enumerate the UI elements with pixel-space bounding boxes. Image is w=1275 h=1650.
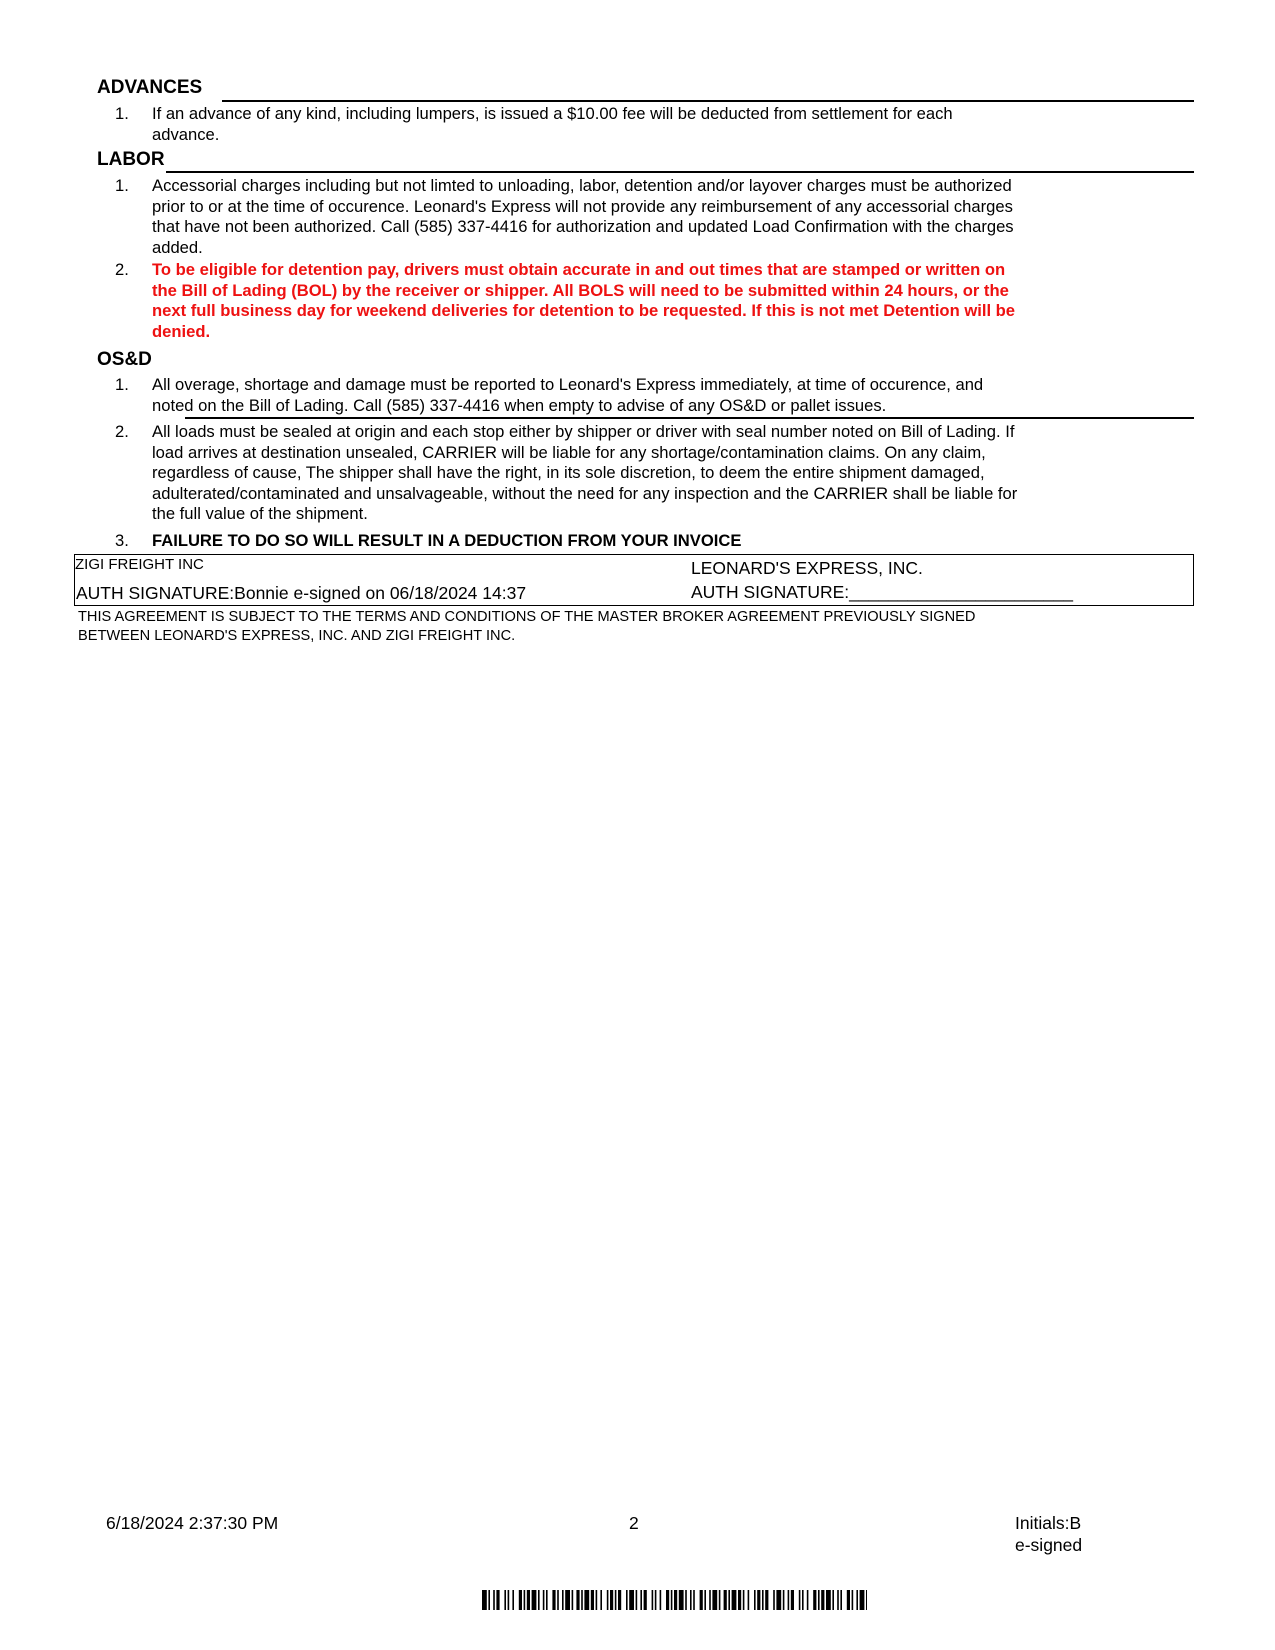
barcode-bar bbox=[508, 1590, 510, 1610]
barcode-bar bbox=[557, 1590, 559, 1610]
barcode-bar bbox=[724, 1590, 727, 1610]
barcode-bar bbox=[712, 1590, 717, 1610]
barcode-bar bbox=[652, 1590, 654, 1610]
barcode-bar bbox=[776, 1590, 781, 1610]
agreement-note: THIS AGREEMENT IS SUBJECT TO THE TERMS AND CONDITIONS OF THE MASTER BROKER AGREEMENT PREVIOUSLY SIGNED BETWEEN LEONARD'S EXPRESS, INC. AND ZIGI FREIGHT INC. bbox=[78, 609, 976, 644]
barcode-bar bbox=[504, 1590, 506, 1610]
barcode-bar bbox=[615, 1590, 617, 1610]
barcode-bar bbox=[488, 1590, 490, 1610]
item-text: If an advance of any kind, including lumpers, is issued a $10.00 fee will be deducted from settlement for each advance. bbox=[152, 104, 953, 144]
barcode-bar bbox=[629, 1590, 634, 1610]
barcode-bar bbox=[807, 1590, 809, 1610]
barcode-bar bbox=[773, 1590, 775, 1610]
barcode-bar bbox=[757, 1590, 760, 1610]
item-number: 3. bbox=[115, 531, 129, 550]
barcode-bar bbox=[709, 1590, 711, 1610]
section-rule-advances bbox=[222, 100, 1194, 102]
section-rule-osd bbox=[185, 417, 1194, 419]
barcode-bar bbox=[600, 1590, 602, 1610]
barcode-bar bbox=[552, 1590, 555, 1610]
barcode-bar bbox=[856, 1590, 858, 1610]
barcode-bar bbox=[765, 1590, 768, 1610]
carrier-auth-signature: AUTH SIGNATURE:Bonnie e-signed on 06/18/2024 14:37 bbox=[76, 583, 527, 603]
item-text: All overage, shortage and damage must be reported to Leonard's Express immediately, at time of occurence, and noted on the Bill of Lading. Call (585) 337-4416 when empty to advise of any OS&D or pallet issues. bbox=[152, 375, 984, 415]
barcode-bar bbox=[581, 1590, 583, 1610]
initials-note: e-signed bbox=[1015, 1535, 1083, 1555]
section-rule-labor bbox=[166, 171, 1194, 173]
barcode-bar bbox=[519, 1590, 522, 1610]
detention-warning-text: To be eligible for detention pay, drivers must obtain accurate in and out times that are stamped or written on the Bill of Lading (BOL) by the receiver or shipper. All BOLS will need to be submitted within 24 hours, or the next full business day for weekend deliveries for detention to be requested. If this is not met Detention will be denied. bbox=[152, 260, 1016, 341]
initials: Initials:B bbox=[1015, 1513, 1082, 1533]
item-number: 1. bbox=[115, 104, 129, 123]
barcode-bar bbox=[700, 1590, 703, 1610]
barcode-bar bbox=[512, 1590, 514, 1610]
barcode-bar bbox=[719, 1590, 721, 1610]
barcode-bar bbox=[626, 1590, 628, 1610]
barcode-bar bbox=[826, 1590, 831, 1610]
barcode-bar bbox=[738, 1590, 741, 1610]
barcode-bar bbox=[704, 1590, 706, 1610]
barcode-bar bbox=[640, 1590, 642, 1610]
barcode-bar bbox=[783, 1590, 785, 1610]
barcode-bar bbox=[543, 1590, 545, 1610]
barcode-bar bbox=[610, 1590, 613, 1610]
barcode-bar bbox=[636, 1590, 638, 1610]
section-heading-advances: ADVANCES bbox=[97, 77, 203, 98]
barcode-bar bbox=[524, 1590, 526, 1610]
barcode-bar bbox=[572, 1590, 574, 1610]
barcode-bar bbox=[666, 1590, 669, 1610]
barcode bbox=[482, 1590, 867, 1610]
barcode-bar bbox=[693, 1590, 695, 1610]
item-text: Accessorial charges including but not limted to unloading, labor, detention and/or layover charges must be authorized prior to or at the time of occurence. Leonard's Express will not provide any reimbursement of any accessorial charges that have not been authorized. Call (585) 337-4416 for authorization and updated Load Confirmation with the charges added. bbox=[152, 176, 1014, 257]
barcode-bar bbox=[584, 1590, 589, 1610]
barcode-bar bbox=[671, 1590, 673, 1610]
barcode-bar bbox=[496, 1590, 499, 1610]
barcode-bar bbox=[837, 1590, 839, 1610]
barcode-bar bbox=[847, 1590, 850, 1610]
item-text: All loads must be sealed at origin and each stop either by shipper or driver with seal number noted on Bill of Lading. If load arrives at destination unsealed, CARRIER will be liable for any shortage/contamination claims. On any claim, regardless of cause, The shipper shall have the right, in its sole discretion, to deem the entire shipment damaged, adulterated/contaminated and unsalvageable, without the need for any inspection and the CARRIER shall be liable for the full value of the shipment. bbox=[152, 422, 1018, 523]
item-number: 1. bbox=[115, 375, 129, 394]
barcode-bar bbox=[538, 1590, 540, 1610]
barcode-bar bbox=[690, 1590, 692, 1610]
deduction-warning-text: FAILURE TO DO SO WILL RESULT IN A DEDUCTION FROM YOUR INVOICE bbox=[152, 531, 742, 550]
barcode-bar bbox=[821, 1590, 824, 1610]
item-number: 2. bbox=[115, 260, 129, 279]
barcode-bar bbox=[852, 1590, 854, 1610]
item-number: 1. bbox=[115, 176, 129, 195]
barcode-bar bbox=[813, 1590, 816, 1610]
item-number: 2. bbox=[115, 422, 129, 441]
barcode-bar bbox=[685, 1590, 687, 1610]
barcode-bar bbox=[527, 1590, 530, 1610]
page-number: 2 bbox=[629, 1513, 639, 1533]
barcode-bar bbox=[591, 1590, 594, 1610]
barcode-bar bbox=[840, 1590, 842, 1610]
barcode-bar bbox=[493, 1590, 495, 1610]
barcode-bar bbox=[802, 1590, 804, 1610]
carrier-name: ZIGI FREIGHT INC bbox=[75, 556, 204, 573]
footer-timestamp: 6/18/2024 2:37:30 PM bbox=[106, 1513, 279, 1533]
barcode-bar bbox=[832, 1590, 834, 1610]
barcode-bar bbox=[644, 1590, 647, 1610]
barcode-bar bbox=[596, 1590, 598, 1610]
barcode-bar bbox=[791, 1590, 794, 1610]
barcode-bar bbox=[565, 1590, 570, 1610]
barcode-bar bbox=[754, 1590, 756, 1610]
barcode-bar bbox=[660, 1590, 662, 1610]
barcode-bar bbox=[546, 1590, 548, 1610]
barcode-bar bbox=[562, 1590, 564, 1610]
signature-box bbox=[74, 554, 1194, 606]
barcode-bar bbox=[818, 1590, 820, 1610]
barcode-bar bbox=[679, 1590, 684, 1610]
barcode-bar bbox=[762, 1590, 764, 1610]
barcode-bar bbox=[860, 1590, 865, 1610]
barcode-bar bbox=[728, 1590, 730, 1610]
broker-auth-signature-field[interactable]: AUTH SIGNATURE:_______________________ bbox=[691, 582, 1074, 602]
barcode-bar bbox=[788, 1590, 790, 1610]
barcode-bar bbox=[576, 1590, 579, 1610]
section-heading-labor: LABOR bbox=[97, 149, 165, 170]
barcode-bar bbox=[748, 1590, 750, 1610]
barcode-bar bbox=[482, 1590, 487, 1610]
barcode-bar bbox=[532, 1590, 537, 1610]
barcode-bar bbox=[655, 1590, 657, 1610]
section-heading-osd: OS&D bbox=[97, 349, 152, 370]
barcode-bar bbox=[618, 1590, 621, 1610]
barcode-bar bbox=[799, 1590, 801, 1610]
barcode-bar bbox=[732, 1590, 737, 1610]
barcode-bar bbox=[743, 1590, 745, 1610]
broker-name: LEONARD'S EXPRESS, INC. bbox=[691, 558, 923, 578]
barcode-bar bbox=[866, 1590, 867, 1610]
barcode-bar bbox=[674, 1590, 677, 1610]
barcode-bar bbox=[607, 1590, 609, 1610]
